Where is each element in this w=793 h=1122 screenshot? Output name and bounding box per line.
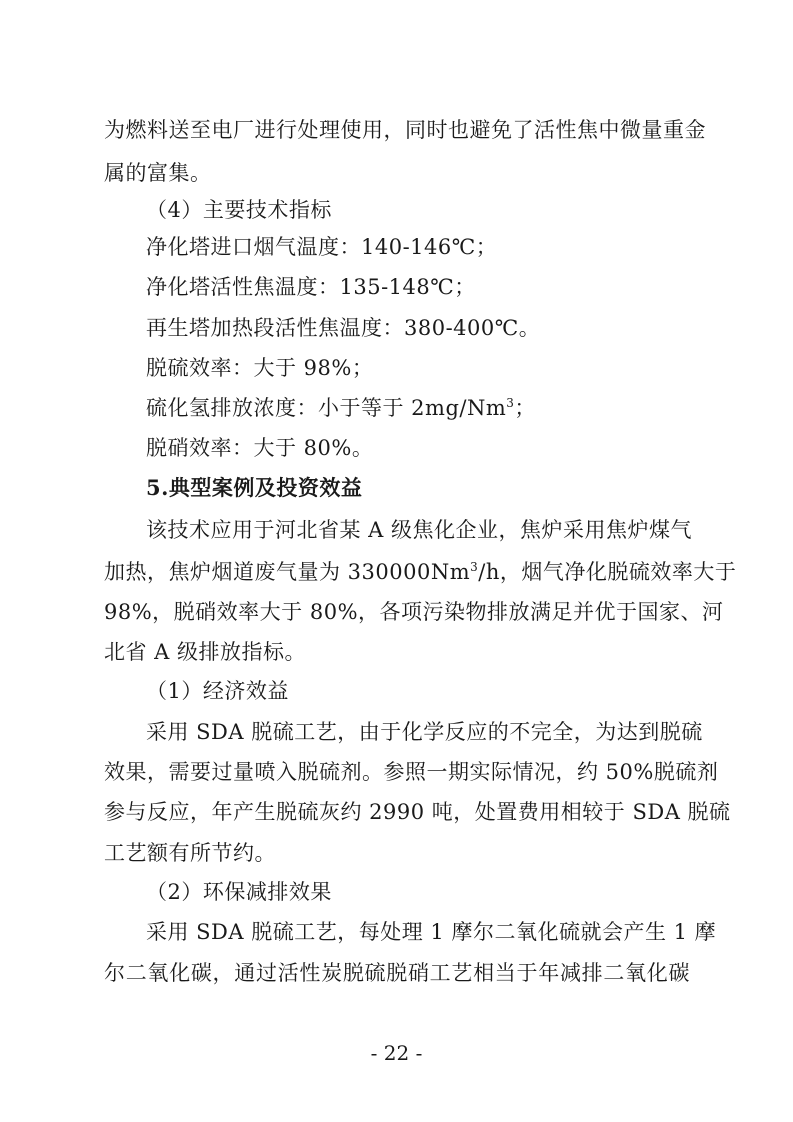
indicator-item: 净化塔进口烟气温度：140-146℃；: [146, 235, 498, 259]
paragraph-line: 该技术应用于河北省某 A 级焦化企业，焦炉采用焦炉煤气: [146, 518, 693, 542]
paragraph-line: 属的富集。: [104, 161, 212, 185]
paragraph-line: 98%，脱硝效率大于 80%，各项污染物排放满足并优于国家、河: [104, 600, 724, 624]
h2s-text: 硫化氢排放浓度：小于等于 2mg/Nm: [146, 396, 507, 420]
indicators-heading: （4）主要技术指标: [146, 198, 332, 222]
paragraph-text: /h，烟气净化脱硫效率大于: [478, 560, 737, 584]
paragraph-line: 北省 A 级排放指标。: [104, 640, 307, 664]
paragraph-text: 加热，焦炉烟道废气量为 330000Nm: [104, 560, 471, 584]
superscript: 3: [470, 560, 479, 574]
subsection-heading: （2）环保减排效果: [146, 880, 332, 904]
paragraph-line: 效果，需要过量喷入脱硫剂。参照一期实际情况，约 50%脱硫剂: [104, 760, 719, 784]
indicator-item: 净化塔活性焦温度：135-148℃；: [146, 275, 476, 299]
indicator-item-h2s: [146, 393, 536, 423]
paragraph-line: 参与反应，年产生脱硫灰约 2990 吨，处置费用相较于 SDA 脱硫: [104, 800, 731, 824]
indicator-item: 脱硫效率：大于 98%；: [146, 356, 374, 380]
paragraph-line: 采用 SDA 脱硫工艺，由于化学反应的不完全，为达到脱硫: [146, 720, 703, 744]
indicator-item: 再生塔加热段活性焦温度：380-400℃。: [146, 316, 541, 340]
subsection-heading: （1）经济效益: [146, 679, 289, 703]
paragraph-line: 为燃料送至电厂进行处理使用，同时也避免了活性焦中微量重金: [104, 118, 706, 142]
h2s-suffix: ；: [514, 396, 536, 420]
paragraph-line: [104, 557, 737, 587]
paragraph-line: 尔二氧化碳，通过活性炭脱硫脱硝工艺相当于年减排二氧化碳: [104, 961, 690, 985]
paragraph-line: 采用 SDA 脱硫工艺，每处理 1 摩尔二氧化硫就会产生 1 摩: [146, 920, 717, 944]
section-heading: 5.典型案例及投资效益: [146, 475, 363, 500]
indicator-item: 脱硝效率：大于 80%。: [146, 436, 374, 460]
page-number: - 22 -: [370, 1041, 423, 1065]
h2s-superscript: 3: [506, 396, 515, 410]
paragraph-line: 工艺额有所节约。: [104, 841, 276, 865]
